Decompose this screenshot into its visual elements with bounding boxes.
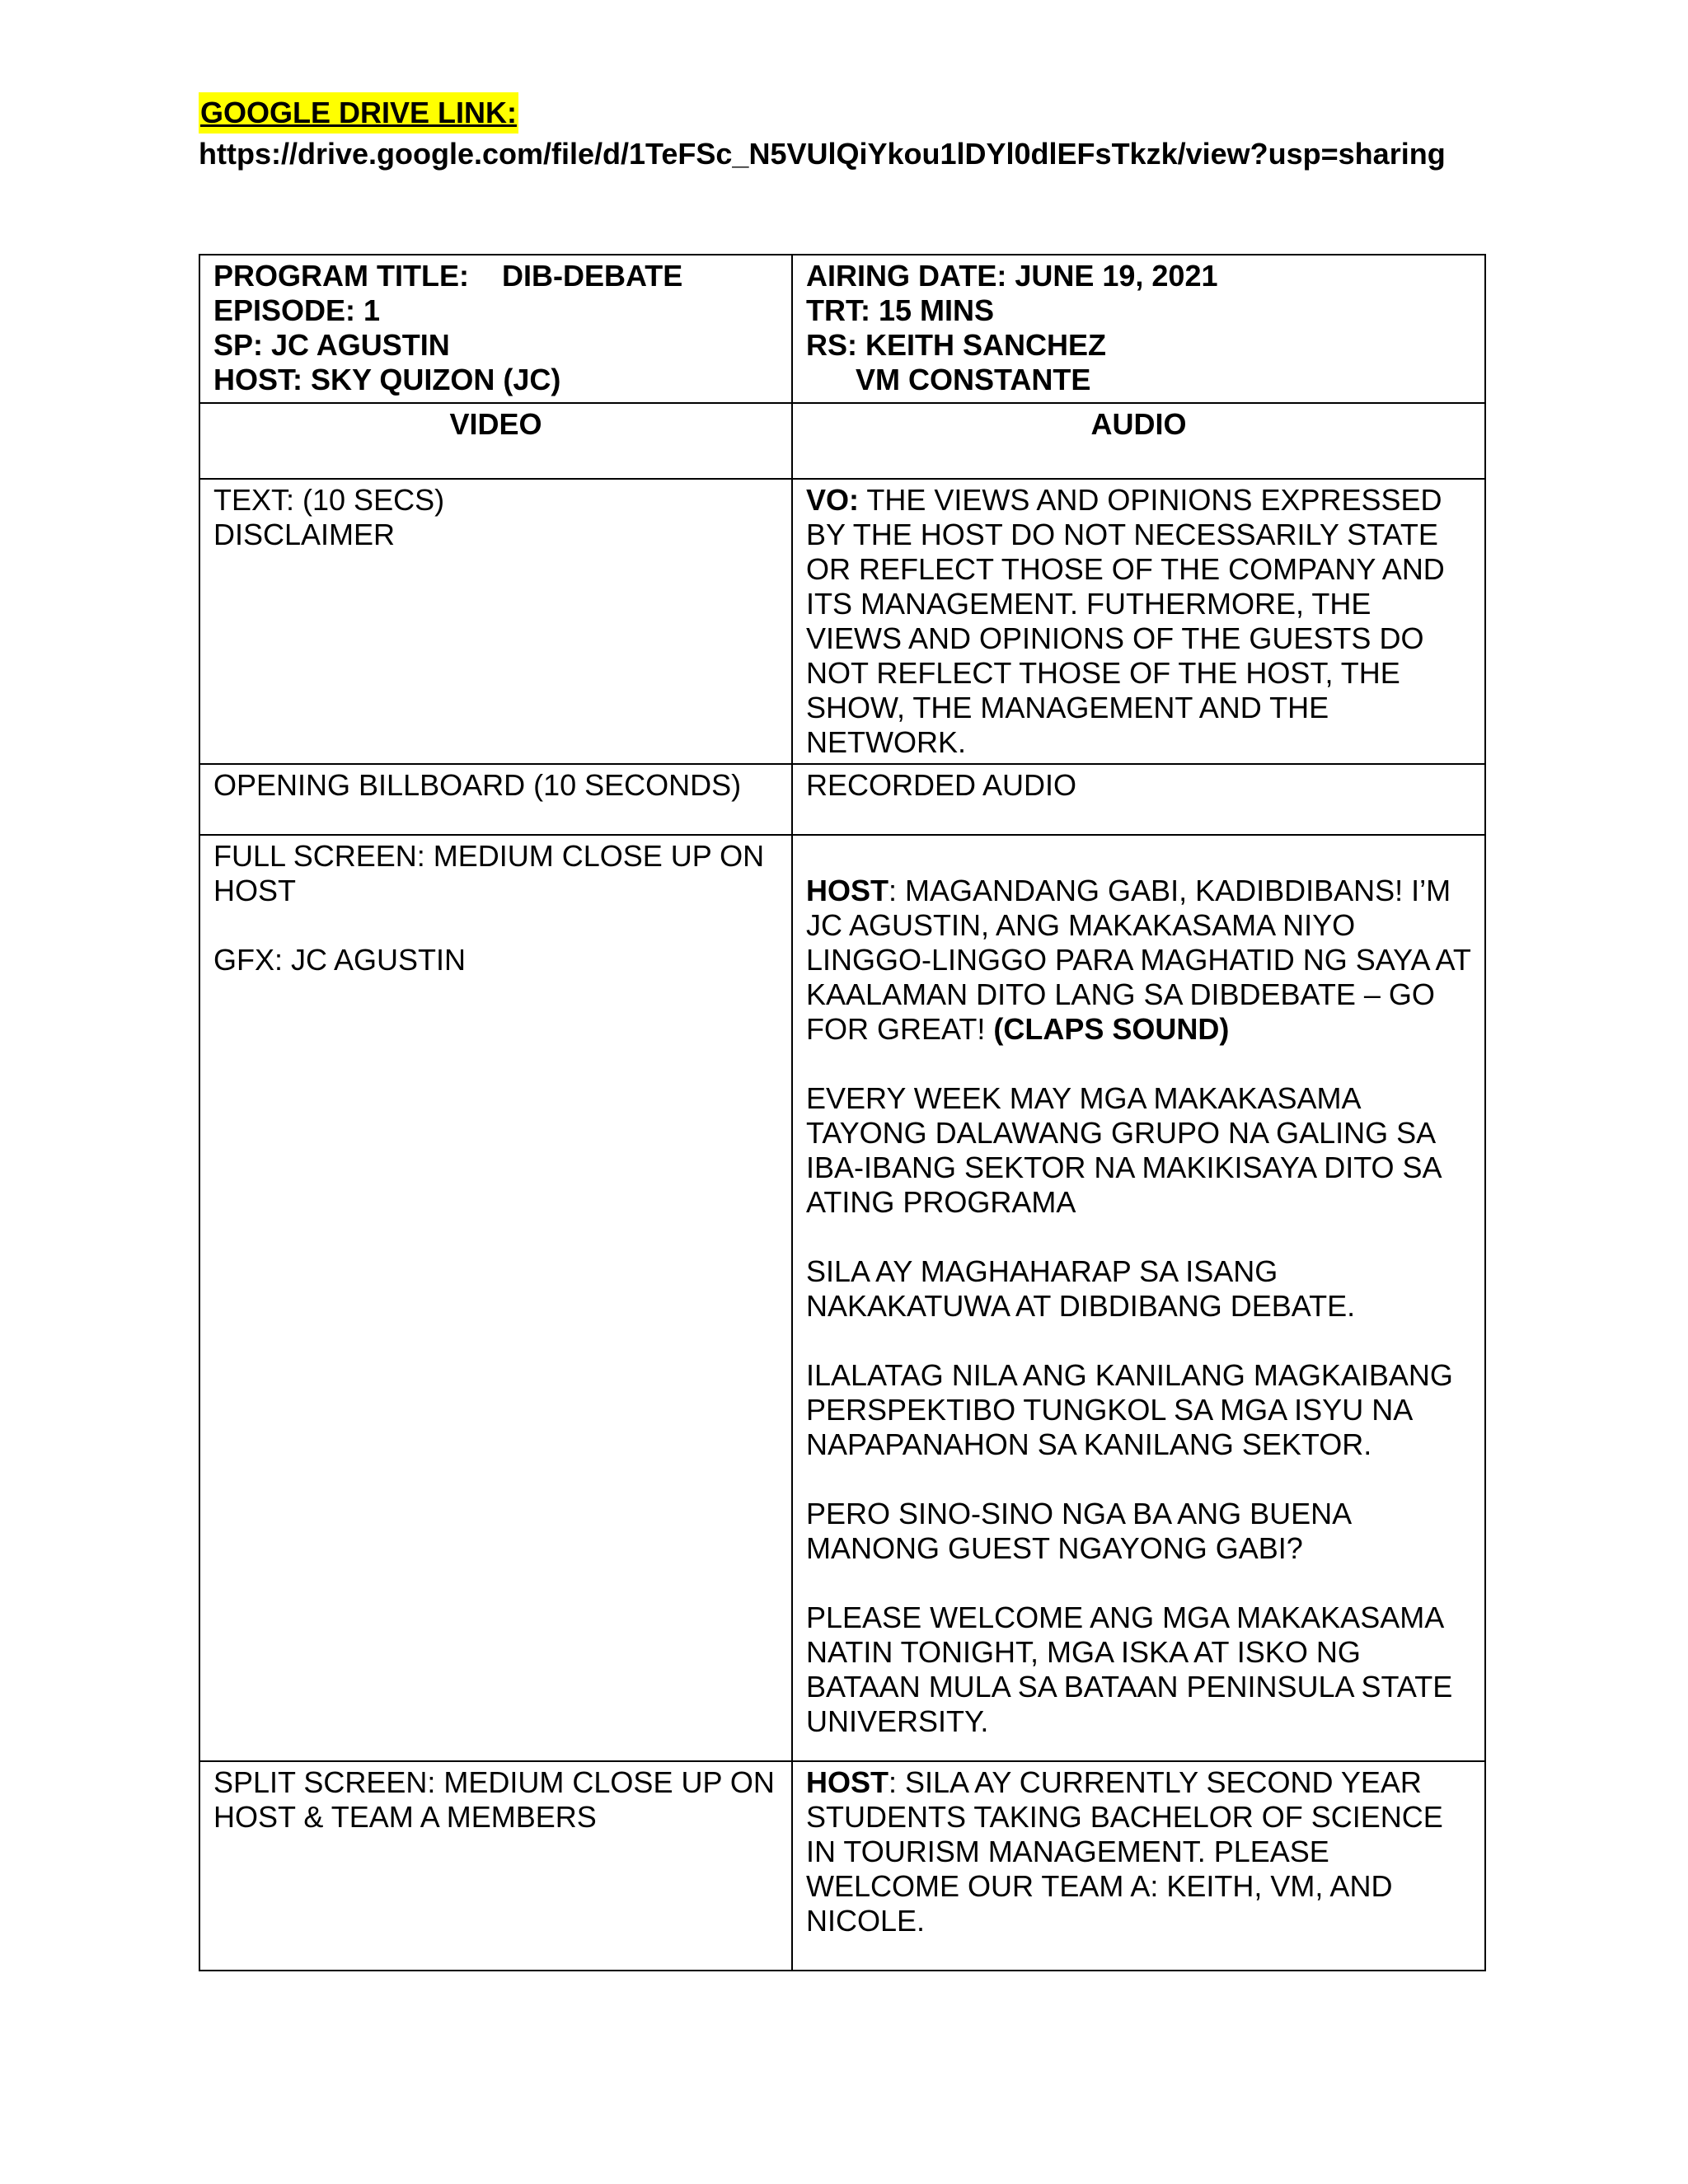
audio-paragraph: PLEASE WELCOME ANG MGA MAKAKASAMA NATIN TONIGHT, MGA ISKA AT ISKO NG BATAAN MULA SA BATAAN PENINSULA STATE UNIVERSITY. — [806, 1601, 1453, 1738]
video-text: FULL SCREEN: MEDIUM CLOSE UP ON HOST — [213, 839, 765, 907]
video-cell — [199, 835, 792, 1761]
column-header-row — [199, 403, 1485, 479]
program-info-right — [792, 255, 1485, 403]
rs-credit: RS: KEITH SANCHEZ — [806, 328, 1107, 362]
program-info-row — [199, 255, 1485, 403]
spacer — [213, 908, 778, 943]
audio-cell — [792, 835, 1485, 1761]
audio-paragraph: SILA AY MAGHAHARAP SA ISANG NAKAKATUWA AT DIBDIBANG DEBATE. — [806, 1254, 1356, 1323]
script-row-billboard — [199, 764, 1485, 835]
audio-cell — [792, 479, 1485, 764]
audio-text: : SILA AY CURRENTLY SECOND YEAR STUDENTS TAKING BACHELOR OF SCIENCE IN TOURISM MANAGEMENT. PLEASE WELCOME OUR TEAM A: KEITH, VM, AND NICOLE. — [806, 1765, 1443, 1938]
video-cell — [199, 479, 792, 764]
script-row-split-screen — [199, 1761, 1485, 1971]
rs-credit-second: VM CONSTANTE — [806, 363, 1091, 396]
episode-number: EPISODE: 1 — [213, 293, 381, 327]
script-row-disclaimer — [199, 479, 1485, 764]
trt: TRT: 15 MINS — [806, 293, 995, 327]
host-credit: HOST: SKY QUIZON (JC) — [213, 363, 561, 396]
speaker-label: HOST — [806, 874, 889, 907]
video-text: DISCLAIMER — [213, 518, 396, 551]
speaker-label: HOST — [806, 1765, 889, 1799]
audio-text: THE VIEWS AND OPINIONS EXPRESSED BY THE HOST DO NOT NECESSARILY STATE OR REFLECT THOSE OF THE COMPANY AND ITS MANAGEMENT. FUTHERMORE, THE VIEWS AND OPINIONS OF THE GUESTS DO NOT REFLECT THOSE OF THE HOST, THE SHOW, THE MANAGEMENT AND THE NETWORK. — [806, 483, 1445, 759]
video-text: TEXT: (10 SECS) — [213, 483, 445, 517]
video-cell: OPENING BILLBOARD (10 SECONDS) — [199, 764, 792, 835]
audio-paragraph — [806, 874, 1471, 1047]
audio-cell — [792, 1761, 1485, 1971]
spacer — [806, 839, 1471, 874]
speaker-label: VO: — [806, 483, 860, 517]
audio-paragraph: EVERY WEEK MAY MGA MAKAKASAMA TAYONG DALAWANG GRUPO NA GALING SA IBA-IBANG SEKTOR NA MAKIKISAYA DITO SA ATING PROGRAMA — [806, 1081, 1441, 1219]
audio-column-header: AUDIO — [792, 403, 1485, 479]
airing-date: AIRING DATE: JUNE 19, 2021 — [806, 259, 1218, 293]
script-table — [199, 254, 1486, 1971]
video-column-header: VIDEO — [199, 403, 792, 479]
video-text: GFX: JC AGUSTIN — [213, 943, 467, 977]
program-title: PROGRAM TITLE: DIB-DEBATE — [213, 259, 683, 293]
script-row-host-intro — [199, 835, 1485, 1761]
drive-link-label: GOOGLE DRIVE LINK: — [199, 92, 518, 134]
sound-cue: (CLAPS SOUND) — [993, 1012, 1230, 1046]
drive-link-url[interactable]: https://drive.google.com/file/d/1TeFSc_N5VUlQiYkou1lDYl0dlEFsTkzk/view?usp=sharing — [199, 137, 1446, 171]
program-info-left — [199, 255, 792, 403]
audio-paragraph: ILALATAG NILA ANG KANILANG MAGKAIBANG PERSPEKTIBO TUNGKOL SA MGA ISYU NA NAPAPANAHON SA KANILANG SEKTOR. — [806, 1358, 1453, 1461]
sp-credit: SP: JC AGUSTIN — [213, 328, 450, 362]
audio-paragraph: PERO SINO-SINO NGA BA ANG BUENA MANONG GUEST NGAYONG GABI? — [806, 1497, 1351, 1565]
drive-link-header — [199, 92, 1446, 175]
audio-cell: RECORDED AUDIO — [792, 764, 1485, 835]
video-cell: SPLIT SCREEN: MEDIUM CLOSE UP ON HOST & TEAM A MEMBERS — [199, 1761, 792, 1971]
audio-text: : MAGANDANG GABI, KADIBDIBANS! I’M JC AGUSTIN, ANG MAKAKASAMA NIYO LINGGO-LINGGO PARA MAGHATID NG SAYA AT KAALAMAN DITO LANG SA DIBDEBATE – GO FOR GREAT! — [806, 874, 1471, 1046]
